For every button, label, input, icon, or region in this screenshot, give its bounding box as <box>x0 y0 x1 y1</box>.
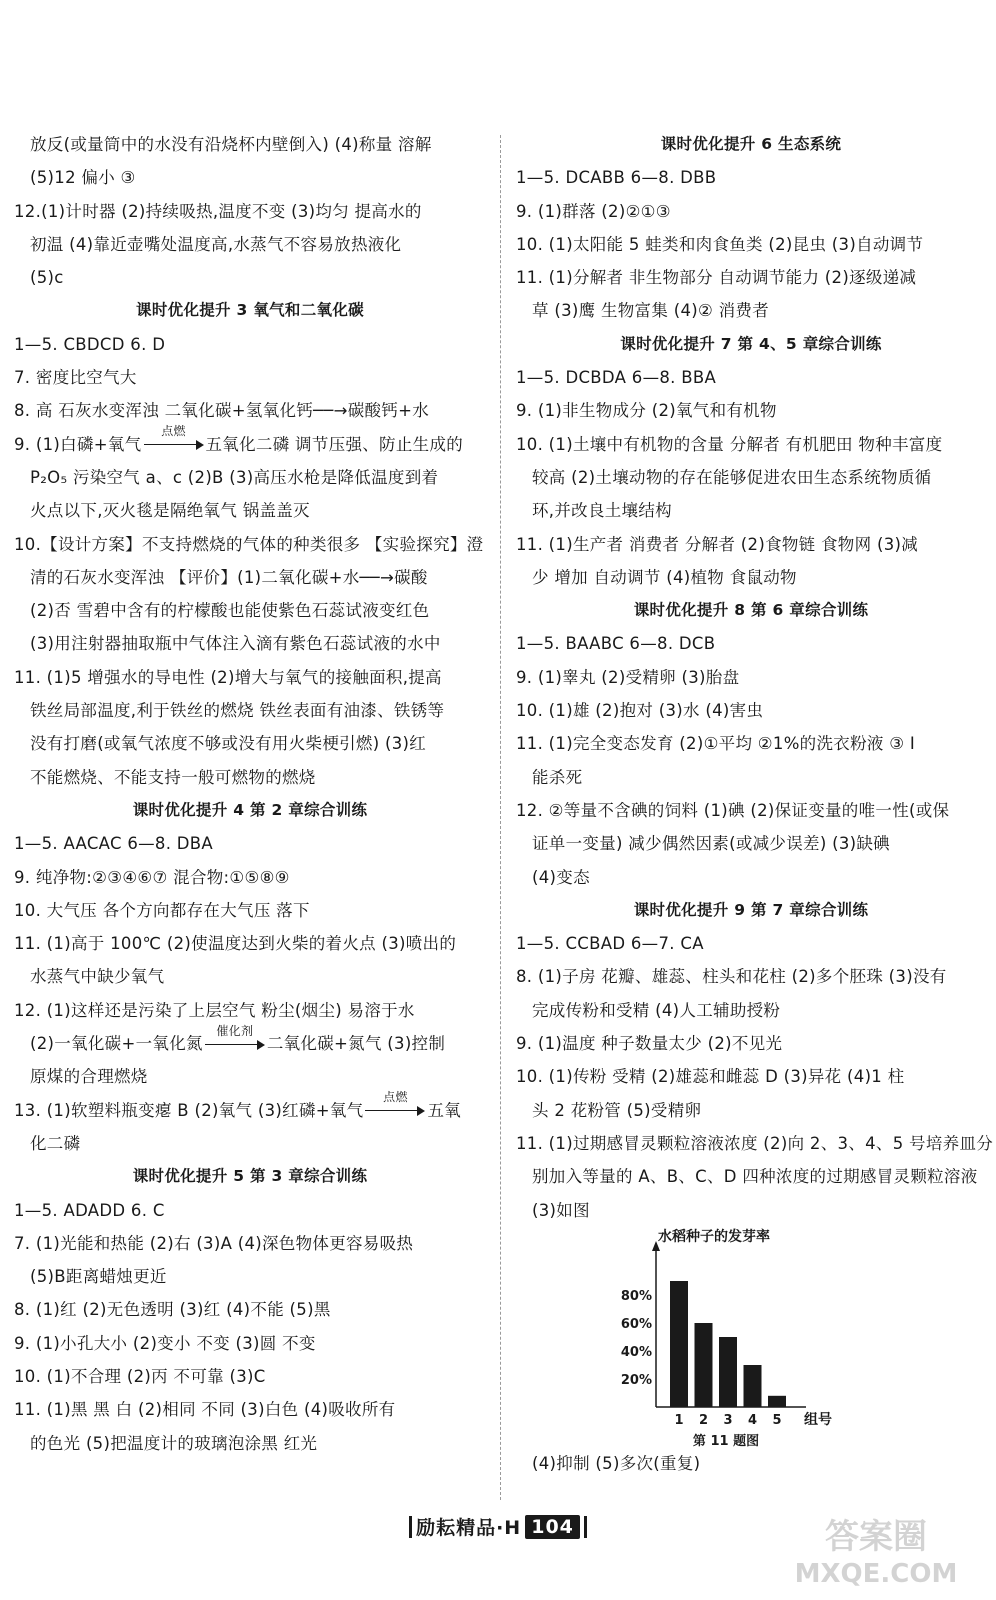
answer-line: 火点以下,灭火毯是隔绝氧气 锅盖盖灭 <box>30 501 310 521</box>
answer-line: 11. (1)生产者 消费者 分解者 (2)食物链 食物网 (3)减 <box>516 534 919 554</box>
answer-line: 10. (1)不合理 (2)丙 不可靠 (3)C <box>14 1366 266 1386</box>
x-tick-label: 2 <box>698 1412 709 1428</box>
answer-line: 12. ②等量不含碘的饲料 (1)碘 (2)保证变量的唯一性(或保 <box>516 800 950 820</box>
equation-products: 二氧化碳+氮气 (3)控制 <box>266 1034 446 1054</box>
equation-reactants: (2)一氧化碳+一氧化氮 <box>30 1034 203 1054</box>
answer-line: 12.(1)计时器 (2)持续吸热,温度不变 (3)均匀 提高水的 <box>14 201 422 221</box>
y-tick-label: 80% <box>620 1288 652 1304</box>
answer-line: (3)如图 <box>532 1200 590 1220</box>
answer-line: 1—5. AACAC 6—8. DBA <box>14 834 214 854</box>
section-heading: 课时优化提升 5 第 3 章综合训练 <box>132 1167 368 1186</box>
answer-line: 1—5. CBDCD 6. D <box>14 334 166 354</box>
answer-line: 草 (3)鹰 生物富集 (4)② 消费者 <box>532 301 770 321</box>
answer-line: (5)B距离蜡烛更近 <box>30 1267 167 1287</box>
reaction-condition: 催化剂 <box>216 1023 254 1038</box>
section-heading: 课时优化提升 3 氧气和二氧化碳 <box>136 301 364 320</box>
reaction-arrow <box>203 1023 267 1050</box>
answer-line: (2)否 雪碧中含有的柠檬酸也能使紫色石蕊试液变红色 <box>30 601 430 621</box>
answer-line: 11. (1)分解者 非生物部分 自动调节能力 (2)逐级递减 <box>516 268 917 288</box>
answer-line: (4)抑制 (5)多次(重复) <box>532 1453 701 1473</box>
answer-line: 10. 大气压 各个方向都存在大气压 落下 <box>14 900 310 920</box>
answer-line: 能杀死 <box>532 767 583 787</box>
answer-line: (5)c <box>30 268 64 288</box>
page-number: 104 <box>525 1515 580 1539</box>
answer-line: 11. (1)黑 黑 白 (2)相同 不同 (3)白色 (4)吸收所有 <box>14 1400 396 1420</box>
answer-line: 完成传粉和受精 (4)人工辅助授粉 <box>532 1000 781 1020</box>
x-tick-label: 5 <box>772 1412 782 1428</box>
answer-line: (5)12 偏小 ③ <box>30 168 136 188</box>
answer-line: 10. (1)雄 (2)抱对 (3)水 (4)害虫 <box>516 701 764 721</box>
equation-reactants: 9. (1)白磷+氧气 <box>14 434 142 454</box>
y-tick-label: 60% <box>620 1316 652 1332</box>
answer-line: (3)用注射器抽取瓶中气体注入滴有紫色石蕊试液的水中 <box>30 634 441 654</box>
equation-products: 五氧 <box>427 1100 462 1120</box>
answer-line: 7. 密度比空气大 <box>14 368 137 388</box>
bar-group-4 <box>744 1365 762 1407</box>
reaction-arrow <box>142 424 206 450</box>
answer-line: 11. (1)完全变态发育 (2)①平均 ②1%的洗衣粉液 ③ I <box>516 734 916 754</box>
answer-line: 12. (1)这样还是污染了上层空气 粉尘(烟尘) 易溶于水 <box>14 1000 415 1020</box>
germination-chart <box>556 1227 986 1447</box>
section-heading: 课时优化提升 7 第 4、5 章综合训练 <box>620 334 882 353</box>
answer-line: 1—5. DCBDA 6—8. BBA <box>516 368 717 388</box>
section-heading: 课时优化提升 9 第 7 章综合训练 <box>633 900 869 919</box>
answer-line: 化二磷 <box>30 1133 81 1153</box>
answer-line: 原煤的合理燃烧 <box>30 1067 148 1087</box>
figure-caption: 第 11 题图 <box>692 1433 760 1447</box>
answer-line: 水蒸气中缺少氧气 <box>30 967 165 987</box>
answer-line: 少 增加 自动调节 (4)植物 食鼠动物 <box>532 567 797 587</box>
reaction-condition: 点燃 <box>383 1090 408 1105</box>
answer-line: 9. (1)非生物成分 (2)氧气和有机物 <box>516 401 777 421</box>
answer-line: 10. (1)传粉 受精 (2)雄蕊和雌蕊 D (3)异花 (4)1 柱 <box>516 1067 905 1087</box>
x-tick-label: 1 <box>674 1412 684 1428</box>
answer-line: 环,并改良土壤结构 <box>532 501 672 521</box>
answer-line: 10. (1)土壤中有机物的含量 分解者 有机肥田 物种丰富度 <box>516 434 943 454</box>
answer-line: P₂O₅ 污染空气 a、c (2)B (3)高压水枪是降低温度到着 <box>30 467 439 487</box>
answer-line: 别加入等量的 A、B、C、D 四种浓度的过期感冒灵颗粒溶液 <box>532 1167 978 1187</box>
answer-line: 1—5. CCBAD 6—7. CA <box>516 934 704 954</box>
bar-group-5 <box>768 1396 786 1407</box>
answer-line: 10.【设计方案】不支持燃烧的气体的种类很多 【实验探究】澄 <box>14 534 484 554</box>
answer-line: 1—5. DCABB 6—8. DBB <box>516 168 717 188</box>
answer-line-equation <box>14 424 486 461</box>
right-column <box>516 128 994 1480</box>
answer-line: 放反(或量筒中的水没有沿烧杯内壁倒入) (4)称量 溶解 <box>30 135 432 154</box>
arrow-icon <box>363 1106 427 1116</box>
chart-title: 水稻种子的发芽率 <box>658 1228 770 1245</box>
left-column <box>14 128 486 1460</box>
arrow-icon <box>203 1040 267 1050</box>
bar-group-1 <box>670 1281 688 1407</box>
bar-group-3 <box>719 1337 737 1407</box>
arrow-icon <box>142 440 206 450</box>
answer-line: 铁丝局部温度,利于铁丝的燃烧 铁丝表面有油漆、铁锈等 <box>30 701 445 721</box>
bar-chart-svg <box>556 1227 856 1447</box>
answer-line: 初温 (4)靠近壶嘴处温度高,水蒸气不容易放热液化 <box>30 234 402 254</box>
section-heading: 课时优化提升 8 第 6 章综合训练 <box>633 601 869 620</box>
reaction-arrow <box>363 1090 427 1116</box>
x-tick-label: 3 <box>723 1412 733 1428</box>
answer-line: 1—5. BAABC 6—8. DCB <box>516 634 716 654</box>
answer-line: 没有打磨(或氧气浓度不够或没有用火柴梗引燃) (3)红 <box>30 734 427 754</box>
watermark-line1: 答案圈 <box>825 1517 927 1557</box>
answer-line: 8. 高 石灰水变浑浊 二氧化碳+氢氧化钙──→碳酸钙+水 <box>14 401 430 421</box>
section-heading: 课时优化提升 6 生态系统 <box>660 135 842 153</box>
answer-line: 11. (1)5 增强水的导电性 (2)增大与氧气的接触面积,提高 <box>14 667 442 687</box>
answer-line: 头 2 花粉管 (5)受精卵 <box>532 1100 702 1120</box>
answer-line-equation <box>14 1090 486 1127</box>
x-axis-label: 组号 <box>804 1411 832 1428</box>
column-divider <box>500 135 501 1500</box>
answer-line: 清的石灰水变浑浊 【评价】(1)二氧化碳+水──→碳酸 <box>30 567 428 587</box>
answer-line: 9. (1)群落 (2)②①③ <box>516 201 671 221</box>
answer-line: 不能燃烧、不能支持一般可燃物的燃烧 <box>30 767 316 787</box>
answer-line: 8. (1)子房 花瓣、雄蕊、柱头和花柱 (2)多个胚珠 (3)没有 <box>516 967 947 987</box>
watermark-logo <box>776 1510 976 1590</box>
footer-bar-left <box>409 1516 412 1538</box>
section-heading: 课时优化提升 4 第 2 章综合训练 <box>132 800 368 819</box>
footer-bar-right <box>584 1516 587 1538</box>
answer-line: 9. 纯净物:②③④⑥⑦ 混合物:①⑤⑧⑨ <box>14 867 290 887</box>
answer-line: 11. (1)高于 100℃ (2)使温度达到火柴的着火点 (3)喷出的 <box>14 934 457 954</box>
footer-brand <box>409 1513 587 1540</box>
answer-line: 证单一变量) 减少偶然因素(或减少误差) (3)缺碘 <box>532 834 890 854</box>
reaction-condition: 点燃 <box>161 424 186 439</box>
x-tick-label: 4 <box>747 1412 758 1428</box>
y-tick-label: 40% <box>620 1344 652 1360</box>
equation-reactants: 13. (1)软塑料瓶变瘪 B (2)氧气 (3)红磷+氧气 <box>14 1100 364 1120</box>
answer-line: 9. (1)睾丸 (2)受精卵 (3)胎盘 <box>516 667 740 687</box>
answer-line: 10. (1)太阳能 5 蛙类和肉食鱼类 (2)昆虫 (3)自动调节 <box>516 234 924 254</box>
answer-line: 9. (1)小孔大小 (2)变小 不变 (3)圆 不变 <box>14 1333 316 1353</box>
answer-line-equation <box>14 1023 486 1060</box>
answer-line: 7. (1)光能和热能 (2)右 (3)A (4)深色物体更容易吸热 <box>14 1233 414 1253</box>
watermark-line2: MXQE.COM <box>794 1559 958 1589</box>
answer-line: 9. (1)温度 种子数量太少 (2)不见光 <box>516 1034 783 1054</box>
answer-line: 11. (1)过期感冒灵颗粒溶液浓度 (2)向 2、3、4、5 号培养皿分 <box>516 1133 994 1153</box>
answer-line: 的色光 (5)把温度计的玻璃泡涂黑 红光 <box>30 1433 318 1453</box>
footer-brand-text: 励耘精品·H <box>416 1517 522 1539</box>
answer-line: 8. (1)红 (2)无色透明 (3)红 (4)不能 (5)黑 <box>14 1300 331 1320</box>
answer-line: (4)变态 <box>532 867 590 887</box>
answer-line: 较高 (2)土壤动物的存在能够促进农田生态系统物质循 <box>532 467 932 487</box>
equation-products: 五氧化二磷 调节压强、防止生成的 <box>205 434 464 454</box>
y-tick-label: 20% <box>620 1372 652 1388</box>
answer-line: 1—5. ADADD 6. C <box>14 1200 165 1220</box>
bar-group-2 <box>695 1323 713 1407</box>
